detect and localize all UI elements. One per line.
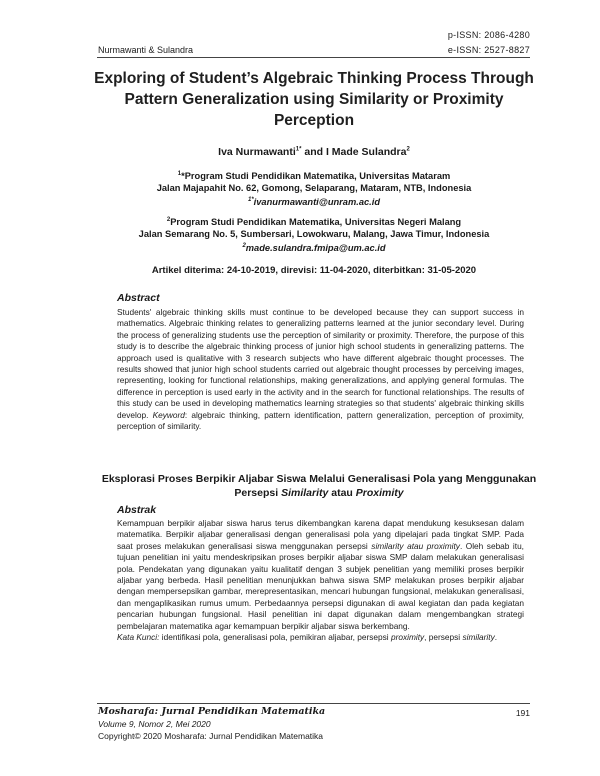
kata-kunci-text: similarity (462, 632, 495, 643)
affiliation-1 (90, 168, 538, 208)
kata-kunci-text: proximity (390, 632, 425, 643)
kata-kunci-text: . (494, 632, 498, 643)
author-name: Iva Nurmawanti (218, 146, 296, 158)
page-number: 191 (515, 708, 530, 718)
title-line: Exploring of Student’s Algebraic Thinking Process Through (94, 70, 534, 87)
kata-kunci-text: identifikasi pola, generalisasi pola, pemikiran aljabar, persepsi (159, 632, 391, 643)
title-id-part: Proximity (355, 487, 404, 499)
aff-address: Jalan Semarang No. 5, Sumbersari, Lowokwaru, Malang, Jawa Timur, Indonesia (138, 229, 490, 240)
kata-kunci-label: Kata Kunci: (117, 632, 160, 643)
aff-email[interactable]: ivanurmawanti@unram.ac.id (253, 197, 380, 208)
abstract-heading: Abstract (117, 292, 160, 304)
author-sup: 1* (295, 146, 302, 153)
aff-address: Jalan Majapahit No. 62, Gomong, Selaparang, Mataram, NTB, Indonesia (156, 183, 472, 194)
keywords-text: : algebraic thinking, pattern identification, pattern generalization, perception of proximity, perception of similarity. (117, 409, 524, 432)
footer-copyright: Copyright© 2020 Mosharafa: Jurnal Pendidikan Matematika (98, 731, 324, 741)
abstrak-text: similarity atau proximity (371, 540, 460, 551)
e-issn: e-ISSN: 2527-8827 (447, 45, 530, 55)
author-name: I Made Sulandra (325, 146, 407, 158)
affiliation-2 (90, 214, 538, 254)
abstrak-text: . Oleh sebab itu, tujuan penelitian ini yaitu mendeskripsikan proses berpikir aljabar siswa SMP dalam melakukan generalisasi pola. Pendekatan yang digunakan yaitu kualitatif dengan 3 subjek penelitian yang memiliki proses berpikir aljabar yang berbeda. Hasil penelitian menunjukkan bahwa siswa SMP melakukan proses berpikir aljabar dengan mempersepsikan gambar, merepresentasikan, mencari hubungan fungsional, melakukan generalisasi, dan mengaplikasikan rumus umum. Perbedaannya persepsi digunakan di awal kegiatan dan pada kegiatan pencarian hubungan fungsional. Hasil penelitian ini dapat digunakan dalam mengembangkan strategi pembelajaran matematika agar kemampuan berpikir aljabar siswa berkembang. (117, 540, 524, 631)
title-id (100, 472, 538, 500)
kata-kunci-text: , persepsi (424, 632, 463, 643)
running-authors: Nurmawanti & Sulandra (98, 45, 194, 55)
keywords-label: Keyword (152, 409, 185, 420)
title-id-part: Persepsi (234, 487, 282, 499)
footer-rule (97, 703, 530, 704)
paper-title (90, 68, 538, 131)
article-dates: Artikel diterima: 24-10-2019, direvisi: 11-04-2020, diterbitkan: 31-05-2020 (151, 265, 477, 276)
title-line: Perception (273, 112, 355, 129)
email-sup: 1* (247, 197, 254, 204)
aff-name: Program Studi Pendidikan Matematika, Universitas Negeri Malang (170, 217, 462, 228)
aff-name: *Program Studi Pendidikan Matematika, Universitas Mataram (181, 171, 451, 182)
email-sup: 2 (242, 243, 246, 250)
title-id-part: atau (328, 487, 356, 499)
author-sup: 2 (406, 146, 410, 153)
title-id-part: Similarity (281, 487, 329, 499)
abstrak-heading: Abstrak (117, 504, 157, 516)
aff-sup: 2 (166, 217, 171, 223)
title-id-line: Eksplorasi Proses Berpikir Aljabar Siswa Melalui Generalisasi Pola yang Menggunakan (101, 473, 537, 485)
header-rule (97, 57, 530, 58)
p-issn: p-ISSN: 2086-4280 (447, 30, 530, 40)
abstrak-text: Kemampuan berpikir aljabar siswa harus terus dikembangkan karena dapat mendukung kesuksesan dalam matematika. Berpikir aljabar generalisasi dengan generalisasi pola yang dipelajari pada tingkat SMP. Pada saat proses melakukan generalisasi siswa menggunakan persepsi (117, 518, 524, 551)
author-joiner: and (301, 146, 326, 158)
aff-sup: 1 (177, 171, 182, 177)
abstract-en-body (117, 307, 524, 432)
footer-volume: Volume 9, Nomor 2, Mei 2020 (98, 719, 211, 729)
abstract-text: Students' algebraic thinking skills must continue to be developed because they can support success in mathematics. Algebraic thinking relates to generalizing patterns learned at the junior secondary level. During the process of generalizing students use the perception of similarity or proximity. Therefore, the purpose of this study is to describe the algebraic thinking process of junior high school students in generalizing patterns. The approach used is qualitative with 3 research subjects who have different algebraic thought processes. The results showed that junior high school students carried out algebraic thought processes by perceiving images, representing, looking for functional relationships, making generalizations, and applying general formulas. The difference in perception is used early in the activity and in the search for functional relationships. The results of this study can be used in developing mathematics learning strategies so that students' algebraic thinking skills develop. (117, 307, 524, 420)
footer-journal: Mosharafa: Jurnal Pendidikan Matematika (98, 706, 326, 717)
title-line: Pattern Generalization using Similarity or Proximity (124, 91, 504, 108)
author-list (90, 146, 538, 158)
abstract-id-body (117, 518, 524, 643)
aff-email[interactable]: made.sulandra.fmipa@um.ac.id (245, 243, 386, 254)
